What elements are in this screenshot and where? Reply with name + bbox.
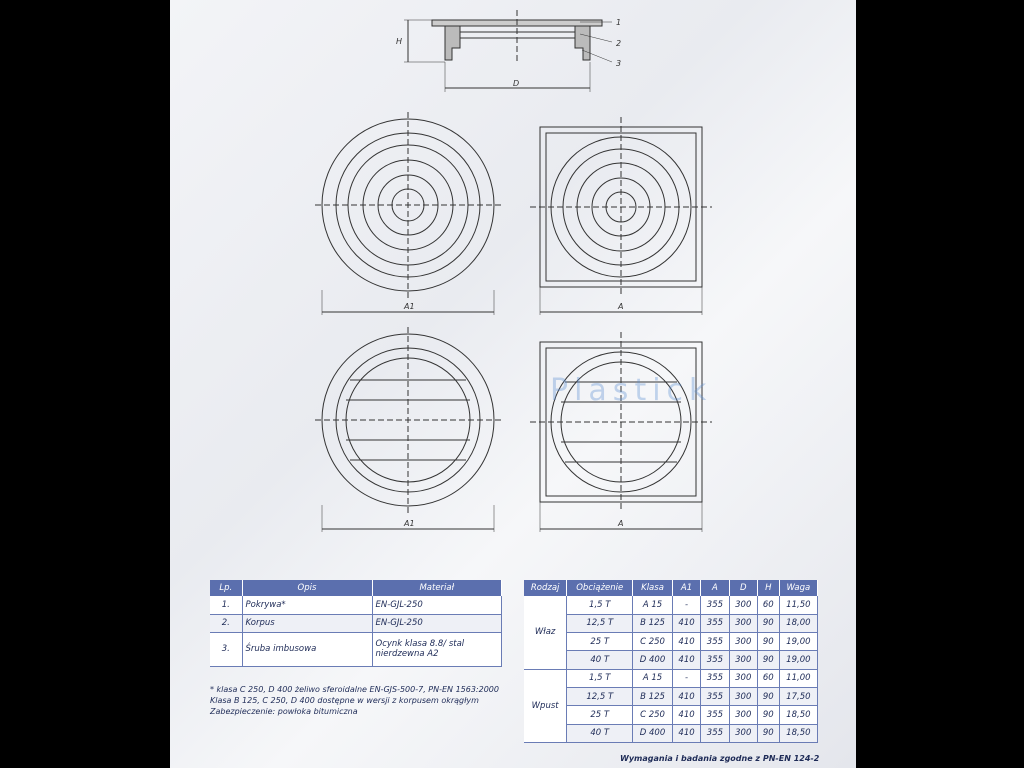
cell-lp: 3.: [210, 632, 242, 666]
cell-opis: Śruba imbusowa: [242, 632, 372, 666]
section-view: [404, 10, 612, 92]
callout-3: 3: [616, 59, 622, 68]
table-cell: 60: [757, 596, 779, 614]
technical-drawings: [170, 0, 856, 560]
table-cell: 19,00: [779, 633, 817, 651]
table-cell: 300: [729, 633, 757, 651]
round-frame-grate-drawing: [315, 112, 501, 315]
table-cell: A 15: [633, 596, 673, 614]
table-cell: 25 T: [567, 633, 633, 651]
table-cell: 410: [672, 651, 700, 669]
cell-rodzaj: Wpust: [524, 669, 567, 742]
dim-h-label: H: [396, 37, 403, 46]
table-cell: 300: [729, 651, 757, 669]
header-opis: Opis: [242, 580, 372, 596]
table-cell: 300: [729, 596, 757, 614]
standard-note: Wymagania i badania zgodne z PN-EN 124-2: [620, 754, 820, 763]
header-a1: A1: [672, 580, 700, 596]
table-cell: B 125: [633, 614, 673, 632]
table-row: [524, 633, 818, 651]
dim-a1-label-top: A1: [404, 302, 415, 311]
table-cell: 410: [672, 614, 700, 632]
table-cell: 355: [701, 669, 729, 687]
table-cell: 60: [757, 669, 779, 687]
table-cell: D 400: [633, 724, 673, 742]
table-row: [524, 706, 818, 724]
table-cell: 355: [701, 687, 729, 705]
table-cell: 17,50: [779, 687, 817, 705]
table-cell: 355: [701, 651, 729, 669]
table-cell: 355: [701, 724, 729, 742]
table-cell: 90: [757, 687, 779, 705]
cell-rodzaj: Właz: [524, 596, 567, 669]
cell-lp: 2.: [210, 614, 242, 632]
table-cell: 11,00: [779, 669, 817, 687]
table-cell: 410: [672, 706, 700, 724]
table-cell: 11,50: [779, 596, 817, 614]
table-cell: 410: [672, 687, 700, 705]
header-obciazenie: Obciążenie: [567, 580, 633, 596]
callout-1: 1: [616, 18, 622, 27]
dim-d-label: D: [513, 79, 520, 88]
table-cell: 410: [672, 633, 700, 651]
table-row: [210, 632, 502, 666]
cell-lp: 1.: [210, 596, 242, 614]
header-rodzaj: Rodzaj: [524, 580, 567, 596]
cell-opis: Pokrywa*: [242, 596, 372, 614]
header-waga: Waga: [779, 580, 817, 596]
table-cell: 90: [757, 724, 779, 742]
footnote: Zabezpieczenie: powłoka bitumiczna: [210, 707, 358, 716]
table-cell: 300: [729, 669, 757, 687]
header-material: Materiał: [372, 580, 502, 596]
footnotes: [210, 684, 520, 717]
table-cell: 90: [757, 706, 779, 724]
table-cell: 90: [757, 614, 779, 632]
table-row: [524, 724, 818, 742]
table-cell: 355: [701, 706, 729, 724]
table-row: [524, 596, 818, 614]
table-cell: 18,50: [779, 724, 817, 742]
table-row: [210, 614, 502, 632]
cell-material: Ocynk klasa 8.8/ stal nierdzewna A2: [372, 632, 502, 666]
table-cell: 18,50: [779, 706, 817, 724]
table-cell: 19,00: [779, 651, 817, 669]
table-cell: 12,5 T: [567, 687, 633, 705]
table-cell: C 250: [633, 633, 673, 651]
header-lp: Lp.: [210, 580, 242, 596]
table-cell: 355: [701, 633, 729, 651]
table-cell: B 125: [633, 687, 673, 705]
cell-material: EN-GJL-250: [372, 596, 502, 614]
table-cell: 25 T: [567, 706, 633, 724]
watermark-logo: Plastick: [550, 373, 713, 408]
table-cell: -: [672, 596, 700, 614]
header-d: D: [729, 580, 757, 596]
table-cell: 90: [757, 633, 779, 651]
table-row: [524, 614, 818, 632]
table-cell: 90: [757, 651, 779, 669]
table-cell: 12,5 T: [567, 614, 633, 632]
table-cell: 300: [729, 724, 757, 742]
spec-table: [524, 580, 818, 743]
table-cell: 300: [729, 614, 757, 632]
table-row: [210, 596, 502, 614]
header-h: H: [757, 580, 779, 596]
footnote: * klasa C 250, D 400 żeliwo sferoidalne EN-GJS-500-7, PN-EN 1563:2000: [210, 685, 499, 694]
table-cell: 1,5 T: [567, 669, 633, 687]
header-klasa: Klasa: [633, 580, 673, 596]
callout-2: 2: [616, 39, 622, 48]
table-cell: A 15: [633, 669, 673, 687]
table-cell: 40 T: [567, 651, 633, 669]
table-cell: 410: [672, 724, 700, 742]
table-row: [524, 651, 818, 669]
material-table: [210, 580, 502, 667]
table-cell: 40 T: [567, 724, 633, 742]
table-row: [524, 687, 818, 705]
table-cell: C 250: [633, 706, 673, 724]
header-a: A: [701, 580, 729, 596]
dim-a1-label-bottom: A1: [404, 519, 415, 528]
table-cell: 300: [729, 687, 757, 705]
square-frame-bar-grate-drawing: [530, 332, 712, 532]
table-cell: 355: [701, 596, 729, 614]
dim-a-label-bottom: A: [618, 519, 624, 528]
square-frame-grate-drawing: [530, 117, 712, 315]
table-row: [524, 669, 818, 687]
footnote: Klasa B 125, C 250, D 400 dostępne w wersji z korpusem okrągłym: [210, 696, 479, 705]
cell-material: EN-GJL-250: [372, 614, 502, 632]
dim-a-label-top: A: [618, 302, 624, 311]
table-cell: D 400: [633, 651, 673, 669]
round-frame-bar-grate-drawing: [315, 327, 501, 532]
table-cell: 355: [701, 614, 729, 632]
table-cell: 300: [729, 706, 757, 724]
table-cell: -: [672, 669, 700, 687]
catalog-page: [170, 0, 856, 768]
table-cell: 18,00: [779, 614, 817, 632]
table-cell: 1,5 T: [567, 596, 633, 614]
cell-opis: Korpus: [242, 614, 372, 632]
